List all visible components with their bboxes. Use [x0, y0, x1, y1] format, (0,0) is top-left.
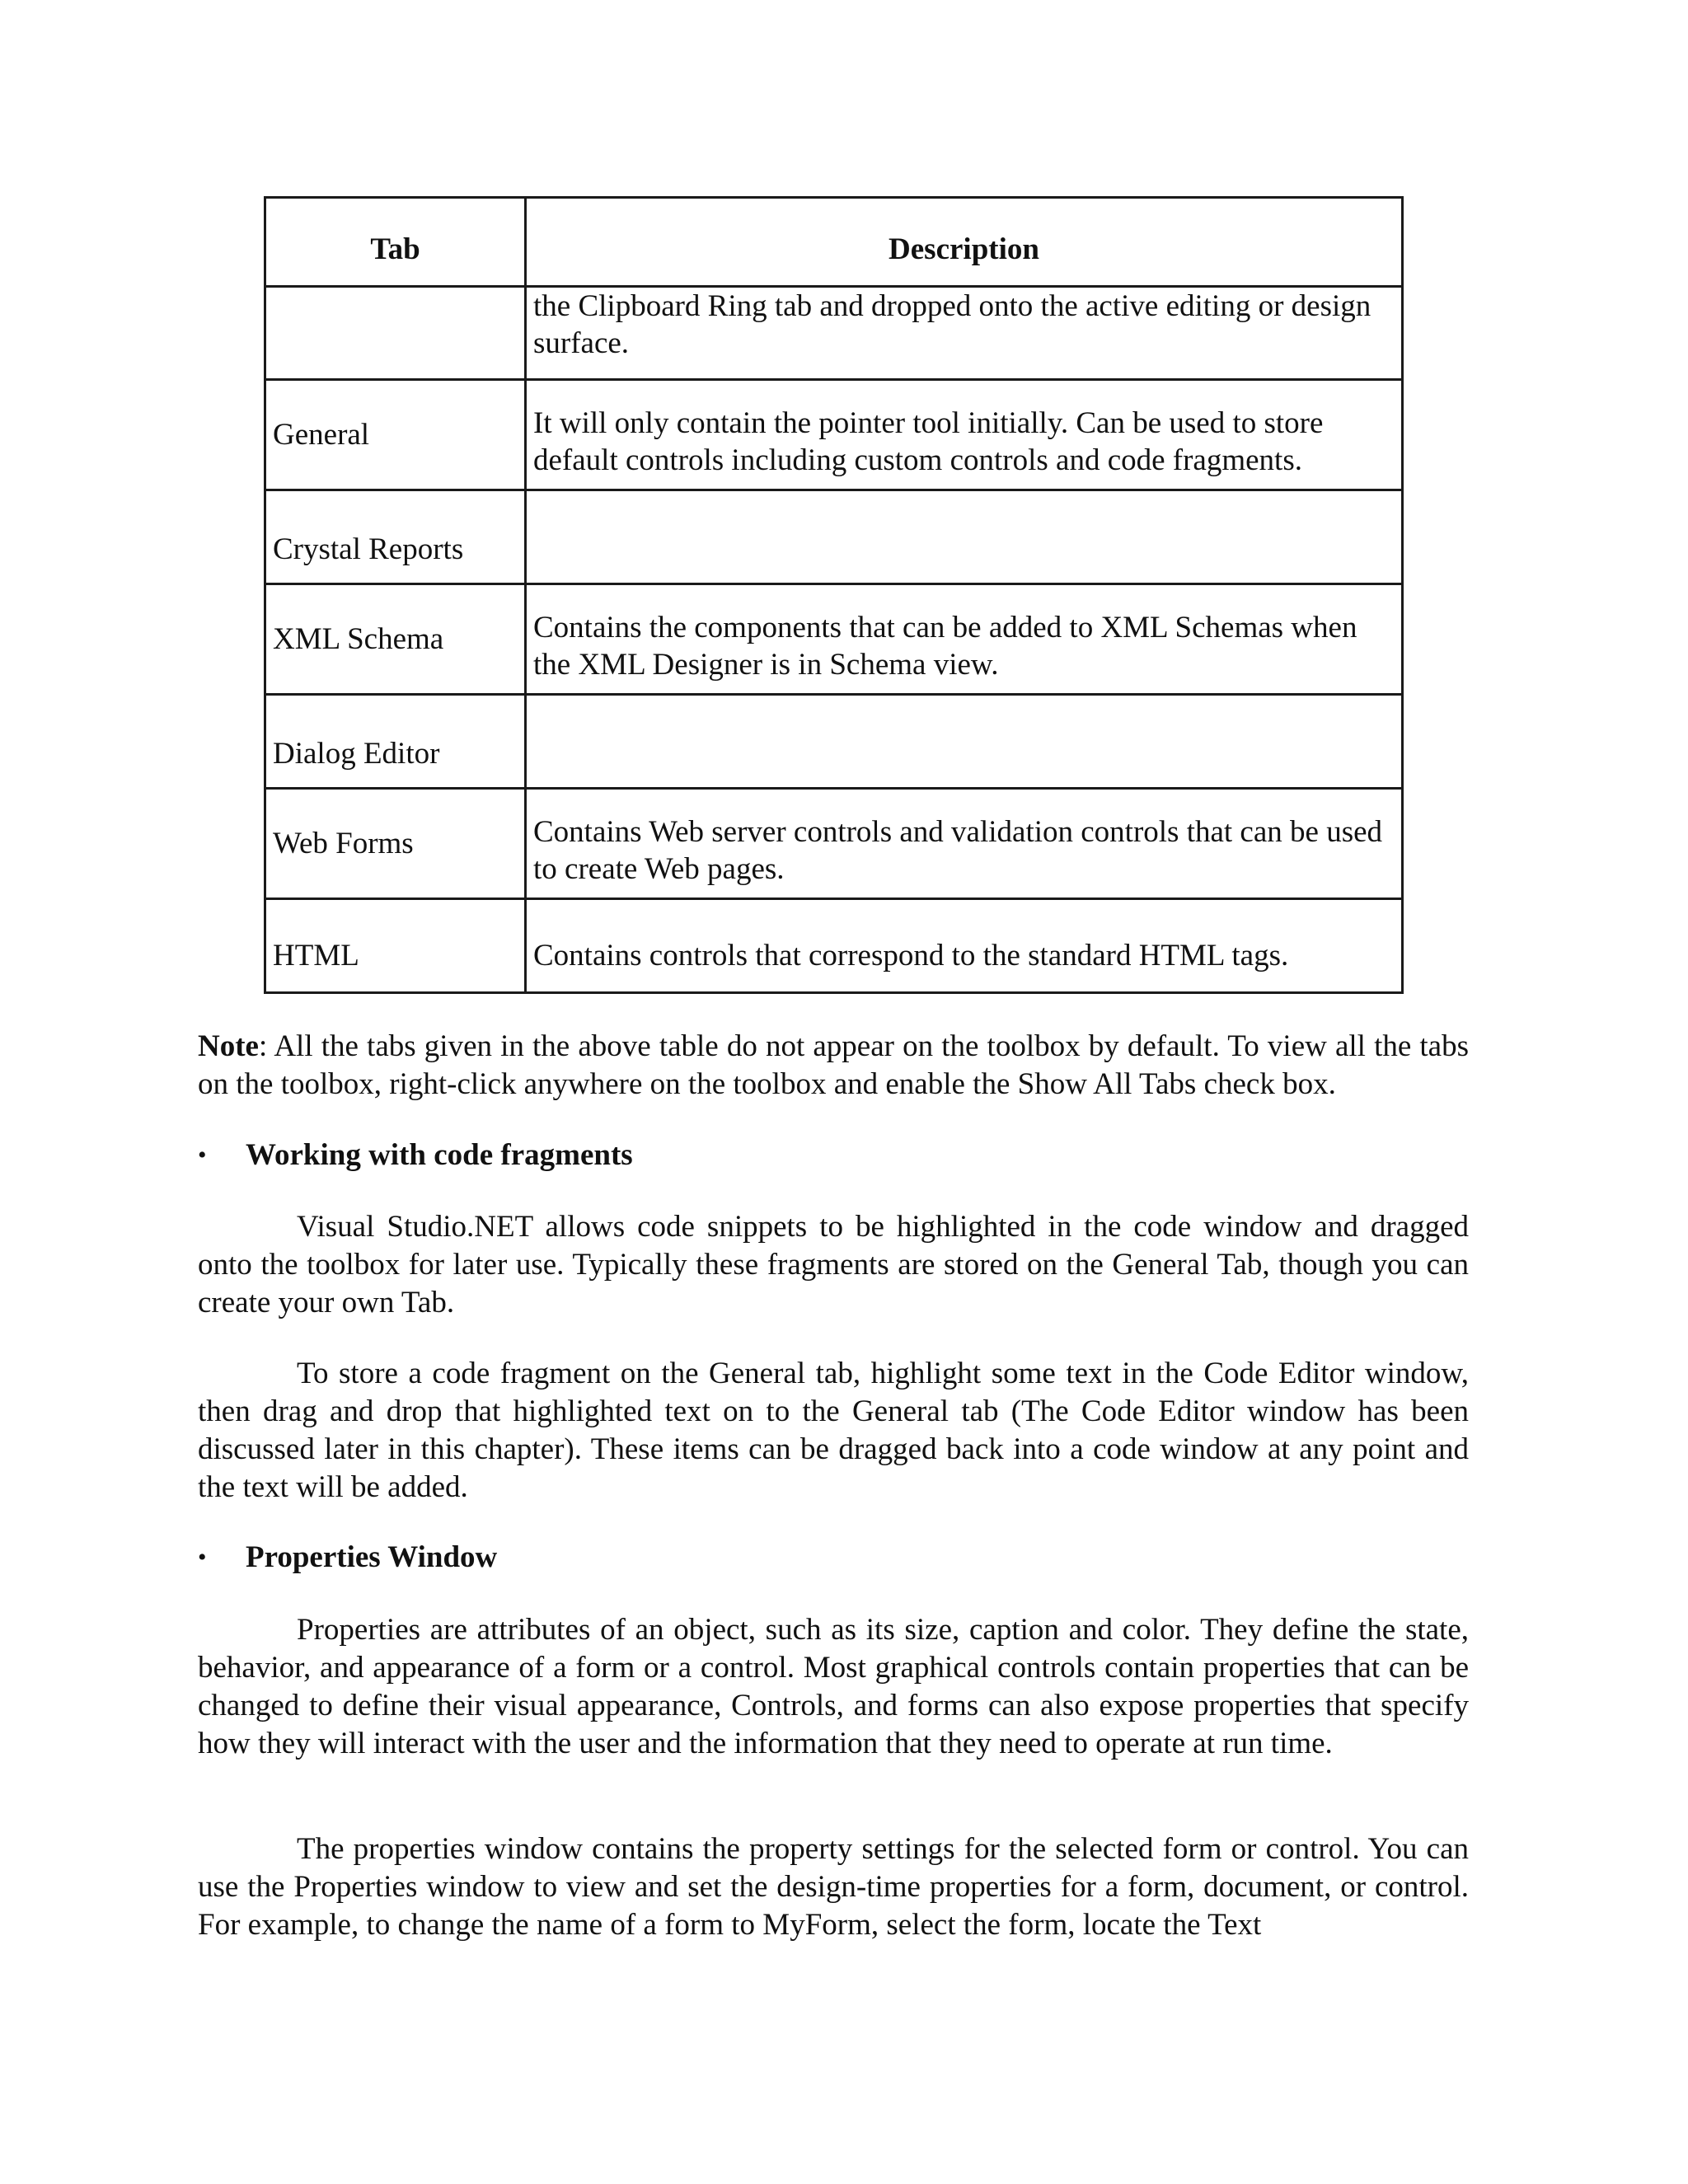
toolbox-tabs-table-wrapper — [264, 196, 1401, 994]
table-row — [265, 287, 1403, 380]
description-cell — [526, 695, 1403, 789]
description-cell: It will only contain the pointer tool initially. Can be used to store default controls including custom controls and code fragments. — [526, 380, 1403, 490]
bullet-icon: • — [198, 1141, 207, 1169]
section-heading-text: Working with code fragments — [246, 1138, 633, 1172]
description-cell: the Clipboard Ring tab and dropped onto the active editing or design surface. — [526, 287, 1403, 380]
body-paragraph: To store a code fragment on the General tab, highlight some text in the Code Editor window, then drag and drop that highlighted text on to the General tab (The Code Editor window has been discussed later in this chapter). These items can be dragged back into a code window at any point and the text will be added. — [198, 1357, 1469, 1504]
table-row — [265, 380, 1403, 490]
tab-cell: Dialog Editor — [265, 695, 526, 789]
description-cell — [526, 490, 1403, 584]
table-header-row — [265, 198, 1403, 287]
header-description: Description — [526, 198, 1403, 287]
tab-cell — [265, 287, 526, 380]
bullet-icon: • — [198, 1544, 207, 1571]
body-paragraph: The properties window contains the property settings for the selected form or control. You can use the Properties window to view and set the design-time properties for a form, document, or control. For example, to change the name of a form to MyForm, select the form, locate the Text — [198, 1832, 1469, 1942]
tab-cell: Web Forms — [265, 789, 526, 899]
description-cell: Contains the components that can be added to XML Schemas when the XML Designer is in Schema view. — [526, 584, 1403, 695]
note-paragraph — [198, 1028, 1469, 1104]
note-text: : All the tabs given in the above table do not appear on the toolbox by default. To view all the tabs on the toolbox, right-click anywhere on the toolbox and enable the Show All Tabs check box. — [198, 1029, 1469, 1101]
header-tab: Tab — [265, 198, 526, 287]
table-row — [265, 789, 1403, 899]
toolbox-tabs-table — [264, 196, 1404, 994]
body-paragraph: Properties are attributes of an object, such as its size, caption and color. They define the state, behavior, and appearance of a form or a control. Most graphical controls contain properties that can be changed to define their visual appearance, Controls, and forms can also expose properties that specify how they will interact with the user and the information that they need to operate at run time. — [198, 1613, 1469, 1760]
description-cell: Contains Web server controls and validation controls that can be used to create Web pages. — [526, 789, 1403, 899]
tab-cell: General — [265, 380, 526, 490]
section-heading-properties-window — [198, 1539, 497, 1577]
tab-cell: HTML — [265, 899, 526, 993]
body-paragraph: Visual Studio.NET allows code snippets to be highlighted in the code window and dragged onto the toolbox for later use. Typically these fragments are stored on the General Tab, though you can create your own Tab. — [198, 1210, 1469, 1319]
table-row — [265, 584, 1403, 695]
table-row — [265, 695, 1403, 789]
description-cell: Contains controls that correspond to the standard HTML tags. — [526, 899, 1403, 993]
tab-cell: XML Schema — [265, 584, 526, 695]
note-label: Note — [198, 1029, 259, 1063]
table-row — [265, 899, 1403, 993]
section-heading-text: Properties Window — [246, 1540, 498, 1574]
table-row — [265, 490, 1403, 584]
section-heading-code-fragments — [198, 1137, 633, 1174]
tab-cell: Crystal Reports — [265, 490, 526, 584]
